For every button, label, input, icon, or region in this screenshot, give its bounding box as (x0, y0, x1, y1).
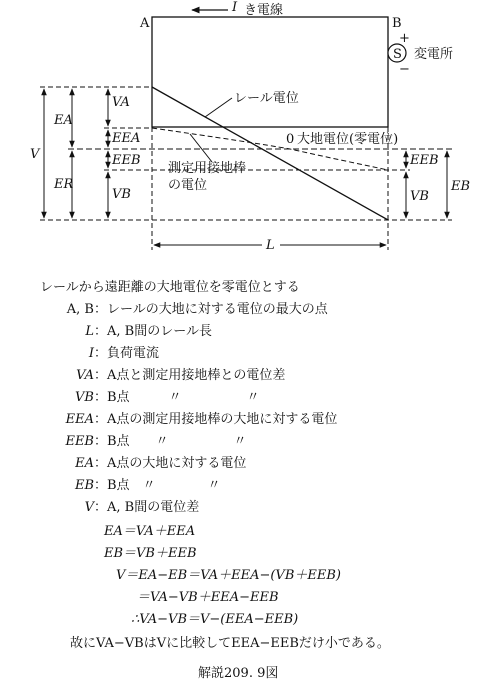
rail-potential-line (152, 87, 388, 220)
equation: ∴VA−VB＝V−(EEA−EEB) (131, 612, 299, 627)
dim-ER-label: ER (54, 177, 74, 192)
def-row: EEA：A点の測定用接地棒の大地に対する電位 (65, 412, 338, 427)
point-a-label: A (140, 16, 150, 31)
def-row: I：負荷電流 (88, 346, 160, 361)
def-row: V：A, B間の電位差 (84, 500, 200, 515)
equation: EB＝VB＋EEB (104, 546, 197, 561)
dim-V-label: V (30, 147, 40, 162)
figure-caption: 解説209. 9図 (198, 666, 279, 681)
point-b-label: B (392, 16, 402, 31)
equation: ＝VA−VB＋EEA−EEB (137, 590, 279, 605)
plus-sign: + (399, 31, 410, 46)
def-row: EEB：B点 〃 〃 (65, 434, 247, 449)
def-row: EB：B点 〃 〃 (74, 478, 221, 493)
dim-L-label: L (266, 238, 275, 250)
def-row: VB：B点 〃 〃 (75, 390, 260, 405)
dim-VB-label: VB (112, 187, 131, 202)
dim-EEB-right-label: EEB (410, 153, 439, 168)
dim-EB-right-label: EB (451, 179, 471, 194)
source-symbol: S (393, 47, 402, 62)
equation: EA＝VA＋EEA (104, 524, 196, 539)
feeder-frame (152, 17, 388, 127)
dim-VA-label: VA (112, 95, 130, 110)
rod-label-line2: の電位 (168, 178, 208, 193)
dim-EA-label: EA (54, 113, 73, 128)
rod-label-line1: 測定用接地棒 (168, 161, 247, 176)
dim-EEA-label: EEA (112, 131, 141, 146)
equation: V＝EA−EB＝VA＋EEA−(VB＋EEB) (116, 568, 341, 583)
def-row: L：A, B間のレール長 (85, 324, 212, 339)
current-label: き電線 (244, 3, 284, 18)
earth-potential-label: 大地電位(零電位) (297, 132, 399, 147)
rail-potential-label: レール電位 (234, 91, 299, 106)
def-row: A, B：レールの大地に対する電位の最大の点 (66, 302, 328, 317)
current-symbol: I (232, 0, 238, 15)
def-row: VA：A点と測定用接地棒との電位差 (76, 368, 286, 383)
zero-label: 0 (286, 132, 295, 147)
minus-sign: − (399, 62, 410, 77)
potential-diagram (0, 0, 501, 250)
dim-VB-right-label: VB (410, 189, 429, 204)
dim-EEB-label: EEB (112, 153, 141, 168)
substation-label: 変電所 (414, 47, 454, 62)
intro-text: レールから遠距離の大地電位を零電位とする (40, 280, 300, 295)
conclusion-text: 故にVA−VBはVに比較してEEA−EEBだけ小である。 (70, 636, 390, 651)
def-row: EA：A点の大地に対する電位 (75, 456, 247, 471)
